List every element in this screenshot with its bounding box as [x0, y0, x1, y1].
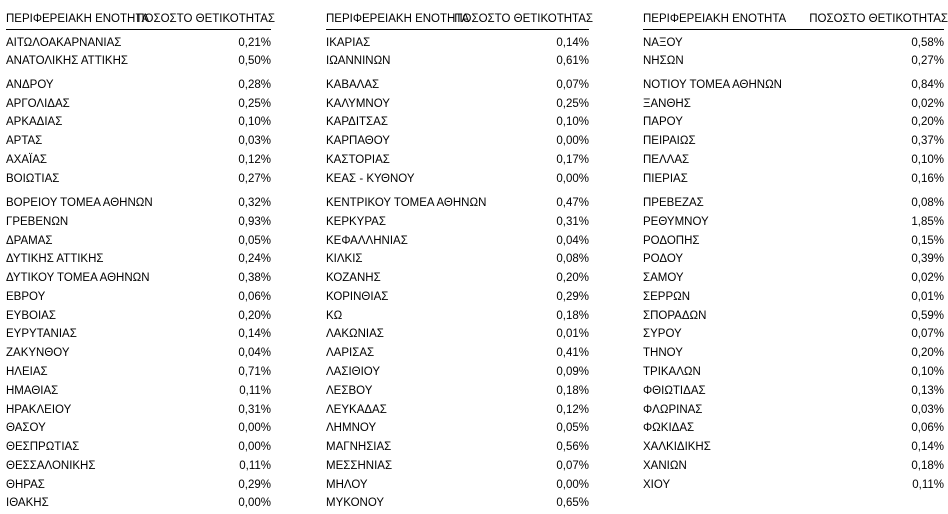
table-row [6, 77, 271, 93]
region-name: ΑΙΤΩΛΟΑΚΑΡΝΑΝΙΑΣ [6, 37, 122, 49]
positivity-value: 0,06% [911, 422, 944, 434]
table-row [643, 326, 944, 342]
table-row [326, 402, 589, 418]
region-name: ΝΟΤΙΟΥ ΤΟΜΕΑ ΑΘΗΝΩΝ [643, 79, 782, 91]
table-row [6, 171, 271, 187]
positivity-value: 0,71% [238, 366, 271, 378]
positivity-value: 0,20% [556, 272, 589, 284]
region-name: ΜΗΛΟΥ [326, 479, 368, 491]
positivity-value: 0,11% [239, 460, 271, 472]
positivity-value: 0,03% [238, 135, 271, 147]
table-row [6, 420, 271, 436]
region-name: ΚΟΖΑΝΗΣ [326, 272, 381, 284]
region-name: ΚΕΦΑΛΛΗΝΙΑΣ [326, 235, 408, 247]
table-row [326, 364, 589, 380]
region-name: ΔΥΤΙΚΗΣ ΑΤΤΙΚΗΣ [6, 253, 104, 265]
table-row [6, 477, 271, 493]
table-row [643, 439, 944, 455]
positivity-value: 0,14% [911, 441, 944, 453]
table-row [6, 195, 271, 211]
positivity-value: 0,20% [911, 116, 944, 128]
table-row [6, 308, 271, 324]
table-row [326, 420, 589, 436]
positivity-value: 0,00% [556, 173, 589, 185]
positivity-value: 0,05% [556, 422, 589, 434]
positivity-value: 0,18% [556, 310, 589, 322]
region-name: ΑΡΤΑΣ [6, 135, 43, 147]
region-name: ΗΡΑΚΛΕΙΟΥ [6, 404, 72, 416]
table-row [643, 35, 944, 51]
table-row [643, 53, 944, 69]
positivity-value: 0,12% [238, 154, 271, 166]
table-row [326, 233, 589, 249]
table-row [326, 96, 589, 112]
table-row [643, 233, 944, 249]
table-row [643, 251, 944, 267]
positivity-value: 0,16% [911, 173, 944, 185]
positivity-value: 0,27% [911, 55, 944, 67]
header-region: ΠΕΡΙΦΕΡΕΙΑΚΗ ΕΝΟΤΗΤΑ [326, 13, 470, 25]
positivity-value: 0,10% [911, 366, 944, 378]
region-name: ΧΙΟΥ [643, 479, 671, 491]
positivity-value: 0,25% [556, 98, 589, 110]
table-row [6, 458, 271, 474]
table-row [643, 96, 944, 112]
positivity-value: 0,05% [238, 235, 271, 247]
table-row [6, 152, 271, 168]
positivity-value: 1,85% [911, 216, 944, 228]
positivity-value: 0,56% [556, 441, 589, 453]
region-name: ΙΘΑΚΗΣ [6, 497, 49, 509]
positivity-value: 0,10% [911, 154, 944, 166]
positivity-value: 0,58% [911, 37, 944, 49]
table-row [326, 289, 589, 305]
table-row [326, 495, 589, 511]
region-name: ΑΡΓΟΛΙΔΑΣ [6, 98, 70, 110]
positivity-value: 0,07% [911, 328, 944, 340]
positivity-value: 0,00% [238, 497, 271, 509]
region-name: ΑΧΑΪΑΣ [6, 154, 47, 166]
table-row [643, 171, 944, 187]
table-row [326, 439, 589, 455]
region-name: ΚΕΑΣ - ΚΥΘΝΟΥ [326, 173, 415, 185]
positivity-value: 0,18% [556, 385, 589, 397]
table-row [326, 477, 589, 493]
region-name: ΘΑΣΟΥ [6, 422, 46, 434]
positivity-value: 0,61% [556, 55, 589, 67]
table-row [643, 458, 944, 474]
region-name: ΤΗΝΟΥ [643, 347, 683, 359]
positivity-value: 0,41% [556, 347, 589, 359]
table-row [326, 383, 589, 399]
region-name: ΚΑΡΔΙΤΣΑΣ [326, 116, 388, 128]
table-row [643, 214, 944, 230]
positivity-value: 0,32% [238, 197, 271, 209]
positivity-value: 0,17% [556, 154, 589, 166]
region-name: ΠΑΡΟΥ [643, 116, 683, 128]
table-row [326, 326, 589, 342]
positivity-value: 0,09% [556, 366, 589, 378]
positivity-value: 0,04% [556, 235, 589, 247]
positivity-value: 0,14% [556, 37, 589, 49]
region-name: ΗΛΕΙΑΣ [6, 366, 48, 378]
region-name: ΝΑΞΟΥ [643, 37, 683, 49]
region-name: ΗΜΑΘΙΑΣ [6, 385, 59, 397]
header-region: ΠΕΡΙΦΕΡΕΙΑΚΗ ΕΝΟΤΗΤΑ [6, 13, 150, 25]
table-row [643, 364, 944, 380]
region-name: ΡΟΔΟΥ [643, 253, 684, 265]
positivity-value: 0,47% [556, 197, 589, 209]
region-name: ΚΟΡΙΝΘΙΑΣ [326, 291, 389, 303]
positivity-value: 0,38% [238, 272, 271, 284]
header-positivity: ΠΟΣΟΣΤΟ ΘΕΤΙΚΟΤΗΤΑΣ [809, 13, 948, 25]
positivity-value: 0,15% [911, 235, 944, 247]
table-row [643, 270, 944, 286]
table-row [326, 270, 589, 286]
table-row [326, 214, 589, 230]
table-row [6, 289, 271, 305]
positivity-value: 0,20% [911, 347, 944, 359]
region-name: ΦΛΩΡΙΝΑΣ [643, 404, 703, 416]
table-row [643, 477, 944, 493]
region-name: ΛΕΣΒΟΥ [326, 385, 373, 397]
region-name: ΞΑΝΘΗΣ [643, 98, 691, 110]
region-name: ΠΕΛΛΑΣ [643, 154, 690, 166]
positivity-value: 0,02% [911, 272, 944, 284]
region-name: ΓΡΕΒΕΝΩΝ [6, 216, 69, 228]
positivity-value: 0,03% [911, 404, 944, 416]
region-name: ΕΥΡΥΤΑΝΙΑΣ [6, 328, 77, 340]
table-row [326, 171, 589, 187]
table-row [643, 77, 944, 93]
table-row [6, 383, 271, 399]
positivity-value: 0,27% [238, 173, 271, 185]
region-name: ΜΕΣΣΗΝΙΑΣ [326, 460, 393, 472]
region-name: ΣΠΟΡΑΔΩΝ [643, 310, 707, 322]
region-name: ΔΥΤΙΚΟΥ ΤΟΜΕΑ ΑΘΗΝΩΝ [6, 272, 150, 284]
positivity-value: 0,31% [238, 404, 271, 416]
table-row [6, 96, 271, 112]
table-row [6, 495, 271, 511]
region-name: ΚΑΡΠΑΘΟΥ [326, 135, 390, 147]
positivity-value: 0,01% [911, 291, 944, 303]
region-name: ΑΝΑΤΟΛΙΚΗΣ ΑΤΤΙΚΗΣ [6, 55, 129, 67]
positivity-value: 0,01% [556, 328, 589, 340]
table-row [643, 133, 944, 149]
region-name: ΡΕΘΥΜΝΟΥ [643, 216, 709, 228]
region-name: ΕΒΡΟΥ [6, 291, 46, 303]
header-positivity: ΠΟΣΟΣΤΟ ΘΕΤΙΚΟΤΗΤΑΣ [136, 13, 275, 25]
table-row [326, 345, 589, 361]
region-name: ΙΚΑΡΙΑΣ [326, 37, 371, 49]
table-row [6, 364, 271, 380]
positivity-value: 0,93% [238, 216, 271, 228]
region-name: ΡΟΔΟΠΗΣ [643, 235, 700, 247]
positivity-value: 0,24% [238, 253, 271, 265]
table-row [643, 152, 944, 168]
positivity-value: 0,08% [556, 253, 589, 265]
region-name: ΚΑΒΑΛΑΣ [326, 79, 380, 91]
region-name: ΤΡΙΚΑΛΩΝ [643, 366, 701, 378]
table-row [643, 345, 944, 361]
region-name: ΠΕΙΡΑΙΩΣ [643, 135, 696, 147]
region-name: ΚΕΡΚΥΡΑΣ [326, 216, 386, 228]
table-row [6, 345, 271, 361]
table-row [6, 35, 271, 51]
region-name: ΝΗΣΩΝ [643, 55, 684, 67]
positivity-value: 0,10% [556, 116, 589, 128]
region-name: ΖΑΚΥΝΘΟΥ [6, 347, 70, 359]
table-row [326, 77, 589, 93]
region-name: ΙΩΑΝΝΙΝΩΝ [326, 55, 391, 67]
table-row [643, 402, 944, 418]
positivity-value: 0,25% [238, 98, 271, 110]
table-row [326, 133, 589, 149]
positivity-value: 0,37% [911, 135, 944, 147]
table-row [6, 439, 271, 455]
region-name: ΧΑΝΙΩΝ [643, 460, 687, 472]
header-positivity: ΠΟΣΟΣΤΟ ΘΕΤΙΚΟΤΗΤΑΣ [454, 13, 593, 25]
table-row [643, 420, 944, 436]
region-name: ΦΩΚΙΔΑΣ [643, 422, 695, 434]
table-row [6, 270, 271, 286]
positivity-value: 0,11% [239, 385, 271, 397]
region-name: ΒΟΡΕΙΟΥ ΤΟΜΕΑ ΑΘΗΝΩΝ [6, 197, 153, 209]
table-row [6, 53, 271, 69]
table-row [643, 114, 944, 130]
region-name: ΣΕΡΡΩΝ [643, 291, 691, 303]
positivity-value: 0,14% [238, 328, 271, 340]
table-row [643, 195, 944, 211]
positivity-value: 0,18% [911, 460, 944, 472]
table-row [6, 251, 271, 267]
table-row [326, 308, 589, 324]
positivity-value: 0,00% [238, 422, 271, 434]
region-name: ΠΡΕΒΕΖΑΣ [643, 197, 704, 209]
table-row [326, 152, 589, 168]
positivity-value: 0,59% [911, 310, 944, 322]
positivity-value: 0,65% [556, 497, 589, 509]
positivity-value: 0,07% [556, 79, 589, 91]
region-name: ΜΥΚΟΝΟΥ [326, 497, 385, 509]
region-name: ΒΟΙΩΤΙΑΣ [6, 173, 60, 185]
region-name: ΚΩ [326, 310, 343, 322]
region-name: ΕΥΒΟΙΑΣ [6, 310, 56, 322]
positivity-value: 0,00% [238, 441, 271, 453]
positivity-value: 0,08% [911, 197, 944, 209]
positivity-value: 0,12% [556, 404, 589, 416]
table-row [6, 214, 271, 230]
region-name: ΚΙΛΚΙΣ [326, 253, 363, 265]
column-header [6, 13, 275, 30]
region-name: ΛΑΣΙΘΙΟΥ [326, 366, 381, 378]
region-name: ΑΡΚΑΔΙΑΣ [6, 116, 63, 128]
positivity-value: 0,84% [911, 79, 944, 91]
table-row [326, 458, 589, 474]
table-row [643, 383, 944, 399]
positivity-value: 0,20% [238, 310, 271, 322]
region-name: ΘΗΡΑΣ [6, 479, 45, 491]
table-row [6, 114, 271, 130]
region-name: ΣΥΡΟΥ [643, 328, 682, 340]
positivity-value: 0,00% [556, 479, 589, 491]
positivity-value: 0,02% [911, 98, 944, 110]
positivity-value: 0,07% [556, 460, 589, 472]
positivity-value: 0,13% [911, 385, 944, 397]
positivity-value: 0,00% [556, 135, 589, 147]
positivity-value: 0,28% [238, 79, 271, 91]
table-row [326, 35, 589, 51]
header-region: ΠΕΡΙΦΕΡΕΙΑΚΗ ΕΝΟΤΗΤΑ [643, 13, 787, 25]
table-row [6, 326, 271, 342]
table-row [6, 233, 271, 249]
region-name: ΛΑΚΩΝΙΑΣ [326, 328, 384, 340]
table-row [643, 289, 944, 305]
table-row [6, 133, 271, 149]
positivity-value: 0,29% [238, 479, 271, 491]
region-name: ΧΑΛΚΙΔΙΚΗΣ [643, 441, 711, 453]
region-name: ΜΑΓΝΗΣΙΑΣ [326, 441, 392, 453]
table-row [326, 251, 589, 267]
table-row [326, 53, 589, 69]
region-name: ΔΡΑΜΑΣ [6, 235, 53, 247]
column-header [326, 13, 593, 30]
table-row [326, 195, 589, 211]
region-name: ΛΗΜΝΟΥ [326, 422, 377, 434]
column-header [643, 13, 948, 30]
positivity-value: 0,39% [911, 253, 944, 265]
region-name: ΚΑΣΤΟΡΙΑΣ [326, 154, 390, 166]
table-row [643, 308, 944, 324]
table-row [326, 114, 589, 130]
positivity-value: 0,04% [238, 347, 271, 359]
positivity-value: 0,21% [238, 37, 271, 49]
positivity-value: 0,06% [238, 291, 271, 303]
region-name: ΘΕΣΠΡΩΤΙΑΣ [6, 441, 80, 453]
positivity-value: 0,10% [238, 116, 271, 128]
table-row [6, 402, 271, 418]
region-name: ΚΕΝΤΡΙΚΟΥ ΤΟΜΕΑ ΑΘΗΝΩΝ [326, 197, 487, 209]
region-name: ΣΑΜΟΥ [643, 272, 684, 284]
positivity-value: 0,31% [556, 216, 589, 228]
region-name: ΚΑΛΥΜΝΟΥ [326, 98, 390, 110]
positivity-value: 0,29% [556, 291, 589, 303]
positivity-value: 0,50% [238, 55, 271, 67]
region-name: ΛΕΥΚΑΔΑΣ [326, 404, 387, 416]
region-name: ΦΘΙΩΤΙΔΑΣ [643, 385, 706, 397]
region-name: ΘΕΣΣΑΛΟΝΙΚΗΣ [6, 460, 96, 472]
positivity-value: 0,11% [912, 479, 944, 491]
region-name: ΛΑΡΙΣΑΣ [326, 347, 375, 359]
region-name: ΑΝΔΡΟΥ [6, 79, 54, 91]
region-name: ΠΙΕΡΙΑΣ [643, 173, 688, 185]
